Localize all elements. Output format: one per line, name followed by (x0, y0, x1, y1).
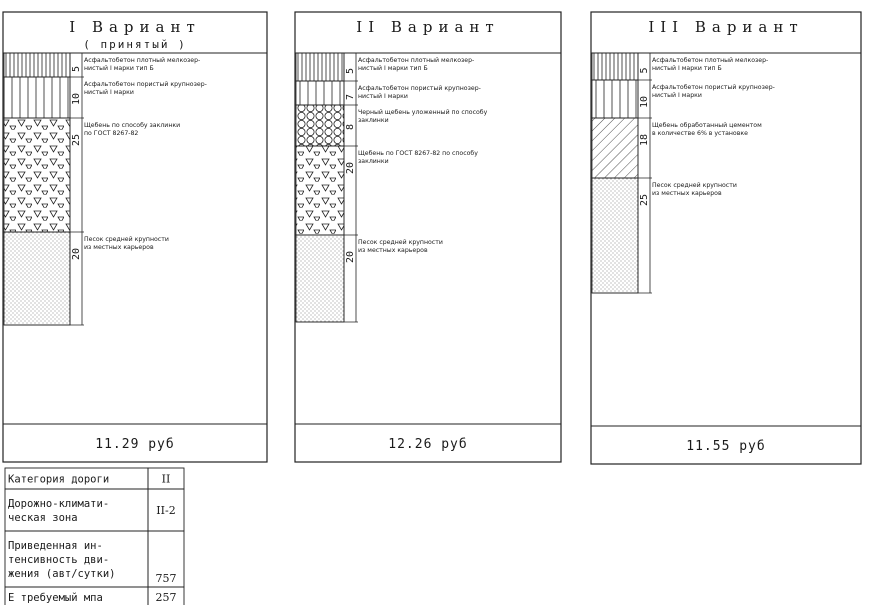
layer-thickness: 20 (345, 250, 356, 264)
row-value: 257 (155, 591, 177, 604)
layer-material-triangles (296, 146, 344, 235)
layer-description: из местных карьеров (84, 244, 154, 251)
layer-material-dots (592, 178, 638, 293)
layer-thickness: 20 (71, 247, 82, 261)
layer-description: Песок средней крупности (358, 239, 443, 246)
layer-description: Черный щебень уложенный по способу (358, 109, 488, 116)
layer-description: заклинки (358, 158, 389, 165)
table-row (5, 531, 184, 587)
layer-description: Щебень по способу заклинки (84, 122, 181, 129)
row-label: Дорожно-климати- (8, 498, 110, 510)
variant-panel-1 (3, 12, 267, 462)
label-cell (5, 489, 148, 531)
row-value: II-2 (156, 504, 176, 517)
layer-description: Песок средней крупности (652, 182, 737, 189)
variant-panel-3 (591, 12, 861, 464)
layer-description: Щебень обработанный цементом (652, 122, 762, 129)
table-row (5, 587, 184, 605)
layer-description: нистый I марки тип Б (652, 65, 722, 72)
layer-description: нистый I марки (84, 89, 134, 96)
variant-subtitle: ( принятый ) (83, 38, 187, 51)
variant-cost: 11.29 руб (95, 437, 175, 452)
layer-thickness: 10 (639, 95, 650, 109)
layer-thickness: 18 (639, 133, 650, 147)
row-label: жения (авт/сутки) (8, 568, 116, 580)
layer-material-dots (4, 232, 70, 325)
layer-material-vlines-sparse (592, 80, 638, 118)
layer-description: Песок средней крупности (84, 236, 169, 243)
layer-material-triangles (4, 118, 70, 232)
layer-thickness: 10 (71, 92, 82, 106)
layer-description: Асфальтобетон пористый крупнозер- (84, 81, 207, 88)
row-value: 757 (155, 572, 177, 585)
variant-title: II Вариант (356, 18, 500, 36)
layer-description: в количестве 6% в установке (652, 130, 748, 137)
layer-description: из местных карьеров (358, 247, 428, 254)
layer-thickness: 7 (345, 93, 356, 101)
layer-description: Щебень по ГОСТ 8267-82 по способу (358, 150, 478, 157)
variant-cost: 12.26 руб (388, 437, 468, 452)
layer-material-vlines-sparse (4, 77, 70, 118)
layer-thickness: 25 (71, 133, 82, 147)
road-parameters-table (5, 468, 184, 605)
layer-material-vlines (296, 53, 344, 81)
row-value: II (161, 472, 171, 486)
layer-material-vlines (592, 53, 638, 80)
layer-material-hatch (592, 118, 638, 178)
layer-description: нистый I марки тип Б (358, 65, 428, 72)
layer-thickness: 5 (639, 67, 650, 74)
layer-description: нистый I марки (358, 93, 408, 100)
layer-material-vlines-sparse (296, 81, 344, 105)
layer-description: Асфальтобетон пористый крупнозер- (358, 85, 481, 92)
layer-thickness: 5 (71, 65, 82, 73)
row-label: Приведенная ин- (8, 540, 103, 552)
layer-description: нистый I марки (652, 92, 702, 99)
layer-description: Асфальтобетон плотный мелкозер- (84, 57, 201, 64)
layer-description: заклинки (358, 117, 389, 124)
table-row (5, 468, 184, 489)
row-label: Е требуемый мпа (8, 592, 103, 604)
row-label: ческая зона (8, 512, 78, 524)
variant-cost: 11.55 руб (686, 439, 766, 454)
row-label: Категория дороги (8, 473, 110, 486)
layer-thickness: 8 (345, 123, 356, 131)
layer-thickness: 20 (345, 161, 356, 175)
variant-panel-2 (295, 12, 561, 462)
layer-material-vlines (4, 53, 70, 77)
layer-description: по ГОСТ 8267-82 (84, 130, 139, 137)
layer-description: Асфальтобетон плотный мелкозер- (358, 57, 475, 64)
variant-title: I Вариант (69, 18, 201, 36)
layer-description: Асфальтобетон плотный мелкозер- (652, 57, 769, 64)
row-label: тенсивность дви- (8, 554, 110, 566)
layer-thickness: 5 (345, 67, 356, 75)
layer-thickness: 25 (639, 193, 650, 207)
variant-title: III Вариант (648, 18, 804, 36)
table-row (5, 489, 184, 531)
layer-description: Асфальтобетон пористый крупнозер- (652, 84, 775, 91)
layer-material-dots (296, 235, 344, 322)
layer-description: из местных карьеров (652, 190, 722, 197)
layer-description: нистый I марки тип Б (84, 65, 154, 72)
layer-material-circles (296, 105, 344, 146)
